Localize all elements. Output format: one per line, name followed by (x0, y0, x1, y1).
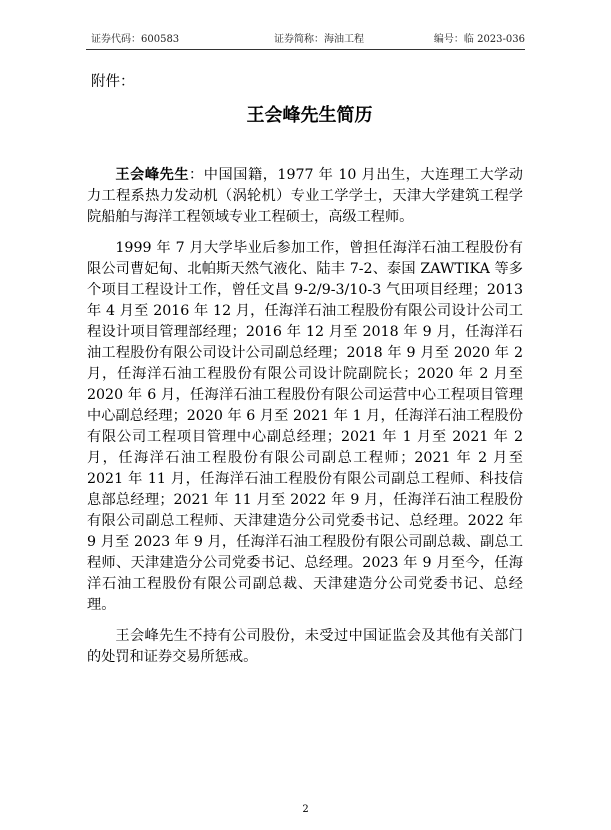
header-divider (86, 49, 525, 50)
paragraph-career: 1999 年 7 月大学毕业后参加工作，曾担任海洋石油工程股份有限公司曹妃甸、北帕斯天然气液化、陆丰 7-2、泰国 ZAWTIKA 等多个项目工程设计工作，曾任文昌 9-2/9-3/10-3 气田项目经理；2013 年 4 月至 2016 年 12 月，任海洋石油工程股份有限公司设计公司工程设计项目管理部经理；2016 年 12 月至 2018 年 9 月，任海洋石油工程股份有限公司设计公司副总经理；2018 年 9 月至 2020 年 2 月，任海洋石油工程股份有限公司设计院副院长；2020 年 2 月至 2020 年 6 月，任海洋石油工程股份有限公司运营中心工程项目管理中心副总经理；2020 年 6 月至 2021 年 1 月，任海洋石油工程股份有限公司工程项目管理中心副总经理；2021 年 1 月至 2021 年 2 月，任海洋石油工程股份有限公司副总工程师；2021 年 2 月至 2021 年 11 月，任海洋石油工程股份有限公司副总工程师、科技信息部总经理；2021 年 11 月至 2022 年 9 月，任海洋石油工程股份有限公司副总工程师、天津建造分公司党委书记、总经理。2022 年 9 月至 2023 年 9 月，任海洋石油工程股份有限公司副总裁、副总工程师、天津建造分公司党委书记、总经理。2023 年 9 月至今，任海洋石油工程股份有限公司副总裁、天津建造分公司党委书记、总经理。 (87, 240, 523, 613)
stock-code: 证券代码：600583 (91, 34, 180, 45)
attachment-label: 附件： (91, 74, 135, 90)
paragraph-statement: 王会峰先生不持有公司股份，未受过中国证监会及其他有关部门的处罚和证券交易所惩戒。 (87, 628, 523, 665)
stock-name: 证券简称：海油工程 (274, 34, 364, 45)
page-number: 2 (302, 804, 309, 815)
page-header (91, 33, 525, 47)
document-title: 王会峰先生简历 (246, 105, 373, 126)
resume-body (87, 165, 523, 668)
serial-number: 编号：临 2023-036 (433, 34, 525, 45)
person-name: 王会峰先生 (115, 167, 190, 183)
paragraph-basic-info (87, 165, 523, 228)
basic-info-text: ：中国国籍，1977 年 10 月出生，大连理工大学动力工程系热力发动机（涡轮机）专业工学学士，天津大学建筑工程学院船舶与海洋工程领域专业工程硕士，高级工程师。 (87, 167, 523, 225)
